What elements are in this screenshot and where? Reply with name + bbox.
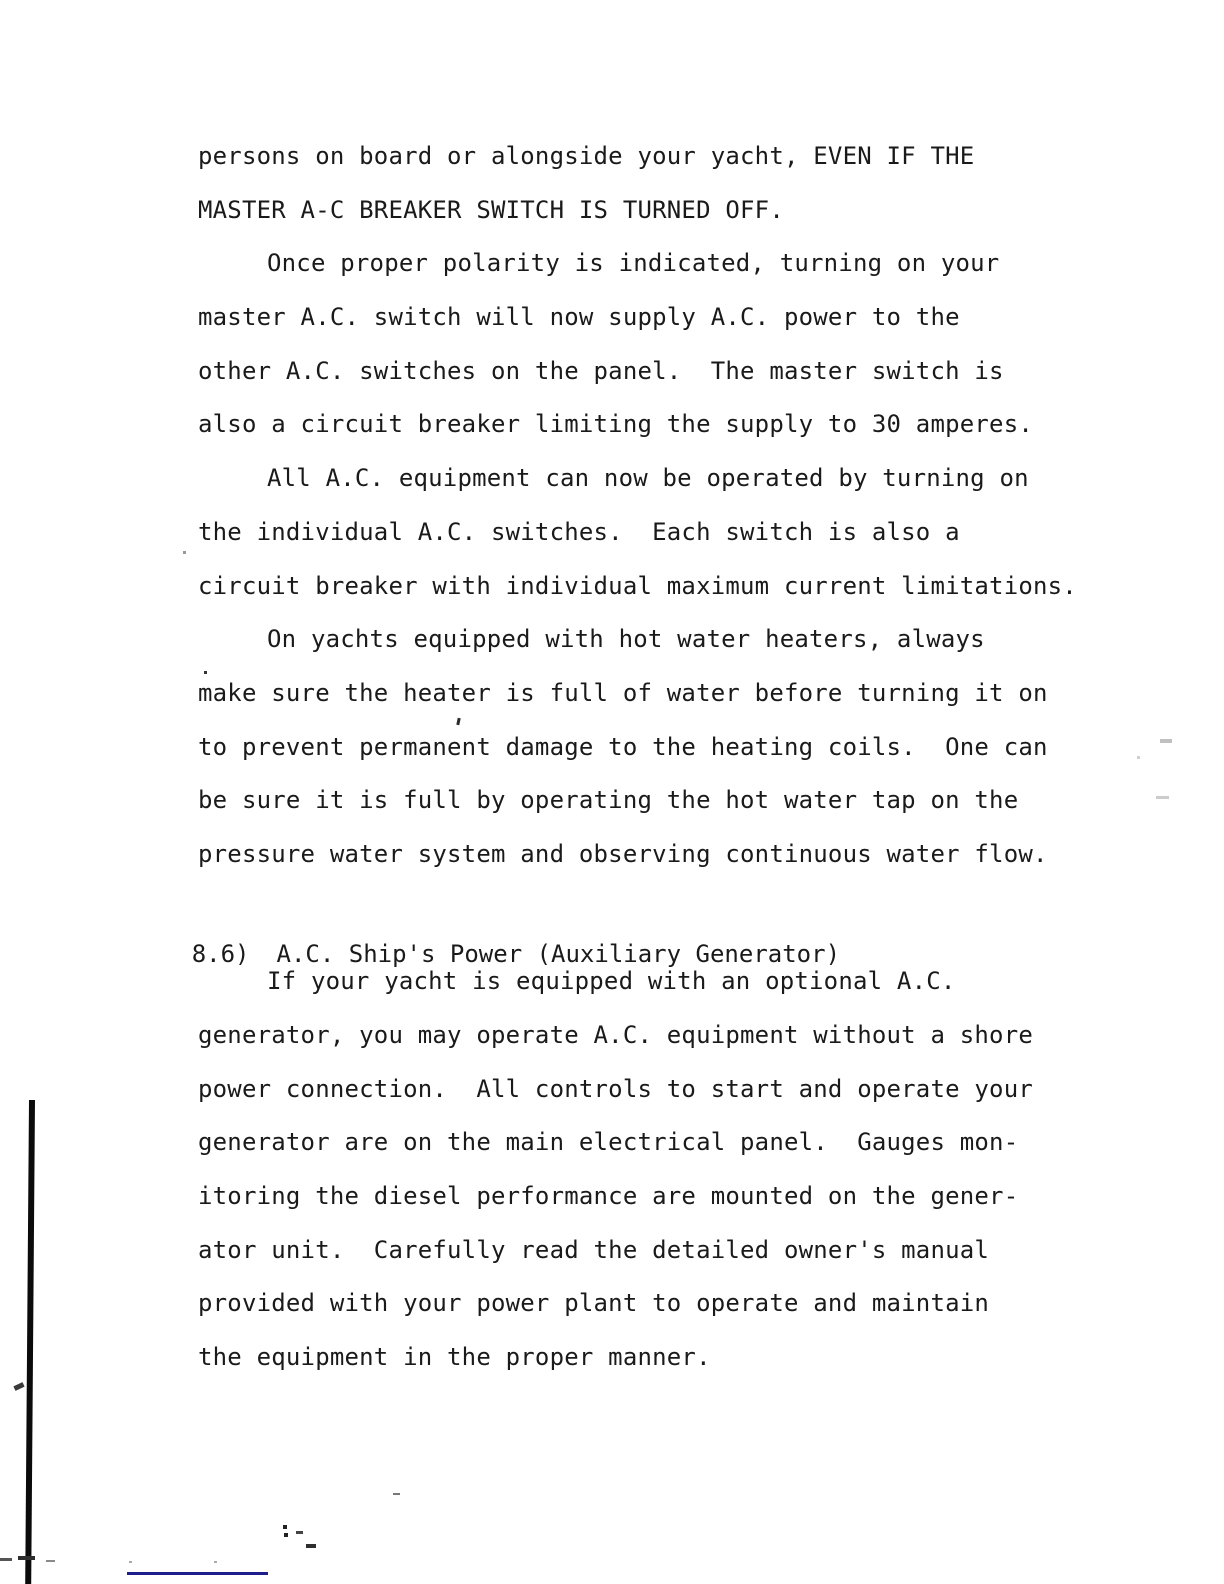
text-line: the individual A.C. switches. Each switch is also a bbox=[198, 517, 960, 546]
text-line: make sure the heater is full of water before turning it on bbox=[198, 678, 1048, 707]
scan-speck bbox=[1156, 796, 1169, 799]
text-line: circuit breaker with individual maximum current limitations. bbox=[198, 571, 1077, 600]
scan-speck bbox=[204, 671, 207, 674]
text-line: to prevent permanent damage to the heating coils. One can bbox=[198, 732, 1048, 761]
text-line: master A.C. switch will now supply A.C. power to the bbox=[198, 303, 960, 332]
text-line: generator are on the main electrical panel. Gauges mon- bbox=[198, 1128, 1019, 1157]
text-line: generator, you may operate A.C. equipment without a shore bbox=[198, 1021, 1034, 1049]
text-line: If your yacht is equipped with an optional A.C. bbox=[267, 967, 956, 996]
scan-speck bbox=[18, 1556, 35, 1560]
scan-speck bbox=[283, 1525, 287, 1529]
left-margin-line bbox=[25, 1100, 35, 1584]
scan-speck bbox=[284, 1533, 288, 1537]
scan-speck bbox=[296, 1531, 303, 1534]
section-number: 8.6) bbox=[191, 939, 250, 968]
document-text-block bbox=[191, 142, 1077, 1398]
section-title: A.C. Ship's Power (Auxiliary Generator) bbox=[276, 939, 841, 968]
scan-speck bbox=[46, 1560, 55, 1562]
text-line: power connection. All controls to start and operate your bbox=[198, 1074, 1034, 1103]
text-line: provided with your power plant to operate and maintain bbox=[198, 1289, 990, 1318]
text-line: On yachts equipped with hot water heaters, always bbox=[267, 625, 985, 654]
scan-speck bbox=[129, 1561, 132, 1563]
scan-speck bbox=[1160, 739, 1172, 743]
scan-speck bbox=[393, 1493, 400, 1495]
text-line: MASTER A-C BREAKER SWITCH IS TURNED OFF. bbox=[198, 195, 784, 224]
scan-speck bbox=[0, 1558, 12, 1561]
text-line: the equipment in the proper manner. bbox=[198, 1343, 711, 1372]
text-line: persons on board or alongside your yacht, EVEN IF THE bbox=[198, 142, 975, 170]
scan-speck bbox=[183, 551, 186, 554]
text-line: be sure it is full by operating the hot water tap on the bbox=[198, 786, 1019, 815]
text-line: other A.C. switches on the panel. The master switch is bbox=[198, 356, 1004, 385]
scan-speck bbox=[214, 1561, 217, 1563]
text-line: Once proper polarity is indicated, turning on your bbox=[267, 249, 1000, 278]
text-line: also a circuit breaker limiting the supply to 30 amperes. bbox=[198, 410, 1034, 439]
text-line: ator unit. Carefully read the detailed owner's manual bbox=[198, 1235, 990, 1264]
blue-underline bbox=[127, 1572, 268, 1575]
section-heading bbox=[105, 915, 1077, 969]
text-line: pressure water system and observing continuous water flow. bbox=[198, 839, 1048, 868]
scan-speck bbox=[13, 1382, 24, 1391]
scan-speck bbox=[306, 1544, 316, 1548]
scan-speck bbox=[1137, 756, 1140, 759]
text-line: All A.C. equipment can now be operated by turning on bbox=[267, 464, 1029, 493]
text-line: itoring the diesel performance are mounted on the gener- bbox=[198, 1182, 1019, 1211]
